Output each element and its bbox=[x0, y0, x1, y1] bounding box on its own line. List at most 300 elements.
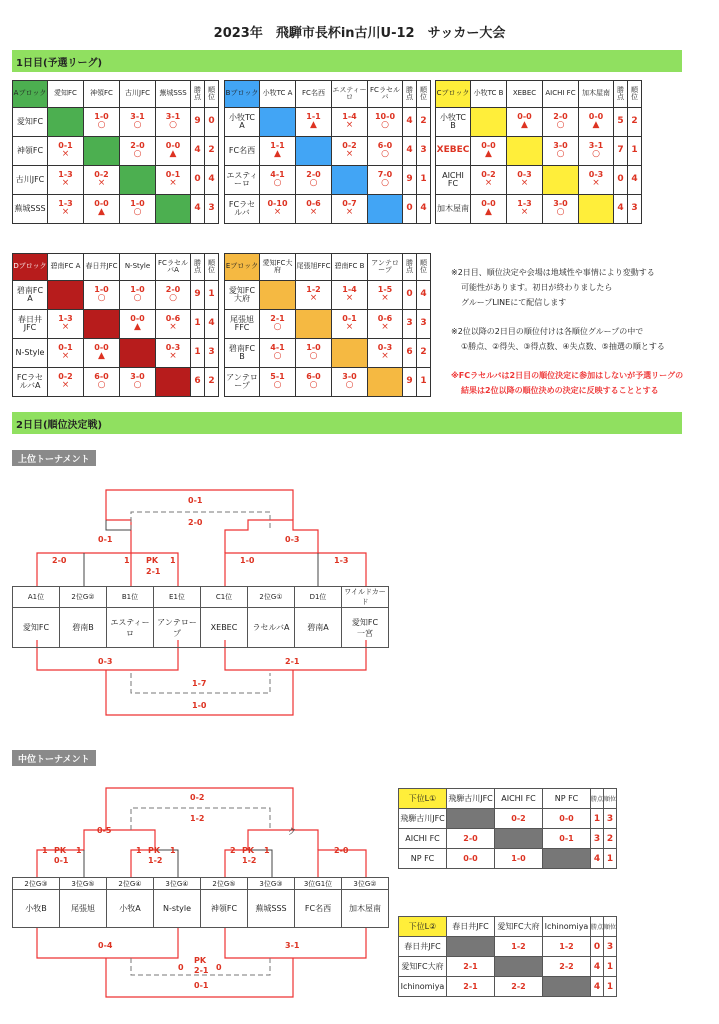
match-score: 2-0 bbox=[306, 170, 321, 180]
match-result: × bbox=[309, 293, 318, 304]
rank-header: 順位 bbox=[417, 81, 431, 108]
points-value: 4 bbox=[614, 195, 628, 224]
league-header: 下位L② bbox=[399, 917, 447, 937]
points-value: 6 bbox=[191, 368, 205, 397]
score: 1-0 bbox=[192, 701, 207, 710]
team-name bbox=[248, 608, 295, 648]
slot-label: A1位 bbox=[13, 587, 60, 608]
row-team: XEBEC bbox=[436, 137, 471, 166]
score: 0-1 bbox=[98, 535, 113, 544]
points-value: 3 bbox=[591, 829, 604, 849]
match-result: × bbox=[97, 178, 106, 189]
column-team: 蕪城SSS bbox=[156, 81, 191, 108]
match-result: ▲ bbox=[310, 120, 317, 131]
column-team: 尾張旭FFC bbox=[296, 254, 332, 281]
match-score: 10-0 bbox=[374, 112, 396, 122]
note-line: ※2日目、順位決定や会場は地域性や事情により変動する bbox=[451, 268, 655, 277]
match-result: × bbox=[169, 351, 177, 362]
match-result: × bbox=[61, 207, 70, 218]
match-result: × bbox=[381, 293, 389, 304]
match-score: 0-3 bbox=[517, 170, 532, 180]
column-team: 春日井JFC bbox=[447, 917, 495, 937]
match-result: × bbox=[520, 207, 529, 218]
slot-label: 2位G⑤ bbox=[201, 878, 248, 890]
match-score: 0-0 bbox=[130, 314, 145, 324]
row-team: 愛知FC大府 bbox=[225, 281, 260, 310]
team-name-line: アンテロープ bbox=[157, 617, 197, 638]
note-line: ※FCラセルバは2日目の順位決定に参加はしないが予選リーグの bbox=[451, 371, 684, 380]
match-score: 0-0 bbox=[481, 199, 496, 209]
match-result: ○ bbox=[381, 149, 389, 160]
match-score: 3-1 bbox=[130, 112, 145, 122]
score: PK bbox=[54, 846, 67, 855]
match-cell: 0-2 bbox=[495, 809, 543, 829]
match-score: 3-0 bbox=[553, 141, 568, 151]
group-header: Dブロック bbox=[13, 254, 48, 281]
note-line: 結果は2位以降の順位決めの決定に反映することとする bbox=[461, 386, 659, 395]
match-cell bbox=[447, 937, 495, 957]
match-result: × bbox=[345, 322, 354, 333]
column-team: 小牧TC B bbox=[471, 81, 507, 108]
score: PK bbox=[194, 956, 207, 965]
note-line: 可能性があります。初日が終わりましたら bbox=[461, 283, 613, 292]
points-header: 勝点 bbox=[191, 81, 205, 108]
match-result: ○ bbox=[273, 322, 282, 333]
column-team: 愛知FC大府 bbox=[495, 917, 543, 937]
points-value: 0 bbox=[614, 166, 628, 195]
points-header: 勝点 bbox=[591, 917, 604, 937]
match-result: × bbox=[61, 322, 70, 333]
league-header: 下位L① bbox=[399, 789, 447, 809]
score: 2-1 bbox=[146, 567, 161, 576]
points-value: 1 bbox=[191, 339, 205, 368]
match-result: × bbox=[61, 149, 70, 160]
points-value: 4 bbox=[591, 977, 604, 997]
points-value: 1 bbox=[191, 310, 205, 339]
row-team: 古川JFC bbox=[13, 166, 48, 195]
match-result: ○ bbox=[309, 351, 318, 362]
match-score: 4-1 bbox=[270, 343, 285, 353]
match-result: ○ bbox=[97, 120, 106, 131]
team-name-line: 蕪城SSS bbox=[255, 904, 287, 913]
rank-value: 1 bbox=[417, 368, 431, 397]
column-team: 古川JFC bbox=[120, 81, 156, 108]
team-name bbox=[13, 608, 60, 648]
rank-value: 4 bbox=[417, 281, 431, 310]
match-result: ▲ bbox=[169, 149, 177, 160]
match-score: 1-0 bbox=[94, 285, 109, 295]
points-header: 勝点 bbox=[191, 254, 205, 281]
team-name bbox=[201, 608, 248, 648]
points-value: 4 bbox=[403, 108, 417, 137]
match-score: 1-2 bbox=[306, 285, 321, 295]
match-result: ○ bbox=[556, 120, 565, 131]
match-score: 4-1 bbox=[270, 170, 285, 180]
match-score: 0-0 bbox=[94, 199, 109, 209]
score: 2-0 bbox=[334, 846, 349, 855]
match-score: 6-0 bbox=[306, 372, 321, 382]
row-team: Ichinomiya bbox=[399, 977, 447, 997]
rank-header: 順位 bbox=[604, 789, 617, 809]
team-name-line: 小牧A bbox=[119, 904, 141, 913]
rank-value: 2 bbox=[628, 108, 642, 137]
match-score: 1-3 bbox=[58, 199, 73, 209]
upper-tournament-label: 上位トーナメント bbox=[12, 450, 96, 466]
match-score: 3-0 bbox=[342, 372, 357, 382]
slot-label: 2位G② bbox=[60, 587, 107, 608]
match-score: 1-1 bbox=[306, 112, 321, 122]
day2-banner: 2日目(順位決定戦) bbox=[12, 412, 682, 434]
rank-value: 4 bbox=[205, 166, 219, 195]
score: ク bbox=[288, 827, 296, 836]
column-team: FCラセルバA bbox=[156, 254, 191, 281]
match-result: × bbox=[345, 293, 354, 304]
score: 1-7 bbox=[192, 679, 207, 688]
team-name-line: 神領FC bbox=[210, 904, 238, 913]
match-result: × bbox=[61, 178, 70, 189]
match-score: 1-3 bbox=[58, 170, 73, 180]
match-cell bbox=[543, 849, 591, 869]
score: 1-2 bbox=[148, 856, 163, 865]
match-cell bbox=[495, 957, 543, 977]
match-result: ○ bbox=[592, 149, 600, 160]
slot-label: ワイルドカード bbox=[342, 587, 389, 608]
match-score: 0-0 bbox=[165, 141, 181, 151]
team-name bbox=[13, 890, 60, 928]
match-score: 7-0 bbox=[377, 170, 393, 180]
column-team: AICHI FC bbox=[495, 789, 543, 809]
match-cell: 0-0 bbox=[543, 809, 591, 829]
match-score: 0-1 bbox=[58, 141, 73, 151]
match-score: 2-1 bbox=[270, 314, 285, 324]
lower-league-2-table bbox=[398, 916, 617, 997]
note-line: ①勝点、②得失、③得点数、④失点数、⑤抽選の順とする bbox=[461, 342, 665, 351]
score: 0-1 bbox=[194, 981, 209, 990]
middle-teams-table bbox=[12, 877, 389, 928]
score: 1 bbox=[264, 846, 270, 855]
score: 1-2 bbox=[190, 814, 205, 823]
rank-value: 3 bbox=[417, 310, 431, 339]
team-name bbox=[342, 608, 389, 648]
points-value: 9 bbox=[191, 108, 205, 137]
row-team: 碧南FC B bbox=[225, 339, 260, 368]
slot-label: 2位G④ bbox=[107, 878, 154, 890]
score: 0-1 bbox=[54, 856, 69, 865]
match-score: 1-3 bbox=[58, 314, 73, 324]
column-team: アンテロープ bbox=[368, 254, 403, 281]
match-result: × bbox=[169, 322, 177, 333]
match-score: 0-10 bbox=[267, 199, 288, 209]
row-team: FCラセルバ bbox=[225, 195, 260, 224]
middle-tournament-label: 中位トーナメント bbox=[12, 750, 96, 766]
points-value: 5 bbox=[614, 108, 628, 137]
row-team: AICHI FC bbox=[399, 829, 447, 849]
team-name bbox=[201, 890, 248, 928]
row-team: アンテロープ bbox=[225, 368, 260, 397]
match-cell: 2-2 bbox=[495, 977, 543, 997]
row-team: 愛知FC大府 bbox=[399, 957, 447, 977]
score: 1 bbox=[124, 556, 130, 565]
team-name-line: 碧南B bbox=[72, 623, 94, 632]
column-team: FC名西 bbox=[296, 81, 332, 108]
rank-value: 1 bbox=[205, 281, 219, 310]
points-value: 4 bbox=[591, 849, 604, 869]
points-value: 4 bbox=[591, 957, 604, 977]
column-team: XEBEC bbox=[507, 81, 543, 108]
match-score: 5-1 bbox=[270, 372, 285, 382]
points-value: 3 bbox=[403, 310, 417, 339]
group-header: Bブロック bbox=[225, 81, 260, 108]
column-team: 神領FC bbox=[84, 81, 120, 108]
match-score: 0-3 bbox=[588, 170, 604, 180]
upper-teams-table bbox=[12, 586, 389, 648]
column-team: AICHI FC bbox=[543, 81, 579, 108]
row-team: 飛騨古川JFC bbox=[399, 809, 447, 829]
rank-value: 2 bbox=[205, 137, 219, 166]
match-score: 1-0 bbox=[306, 343, 321, 353]
team-name-line: 愛知FC bbox=[22, 623, 50, 632]
match-result: ▲ bbox=[485, 207, 492, 218]
match-result: ▲ bbox=[485, 149, 492, 160]
match-result: × bbox=[309, 207, 318, 218]
column-team: 愛知FC bbox=[48, 81, 84, 108]
rank-header: 順位 bbox=[628, 81, 642, 108]
points-value: 6 bbox=[403, 339, 417, 368]
match-cell bbox=[495, 829, 543, 849]
team-name bbox=[295, 890, 342, 928]
team-name bbox=[248, 890, 295, 928]
score: 1-3 bbox=[334, 556, 349, 565]
match-score: 0-3 bbox=[377, 343, 393, 353]
rank-header: 順位 bbox=[604, 917, 617, 937]
score: 1 bbox=[136, 846, 142, 855]
lower-league-1-table bbox=[398, 788, 617, 869]
match-result: ○ bbox=[169, 120, 177, 131]
column-team: N-Style bbox=[120, 254, 156, 281]
match-score: 0-0 bbox=[588, 112, 604, 122]
match-score: 1-5 bbox=[377, 285, 393, 295]
score: PK bbox=[146, 556, 159, 565]
team-name bbox=[342, 890, 389, 928]
score: 2-1 bbox=[285, 657, 300, 666]
match-cell: 0-1 bbox=[543, 829, 591, 849]
match-cell: 2-1 bbox=[447, 957, 495, 977]
slot-label: 3位G1位 bbox=[295, 878, 342, 890]
row-team: 春日井JFC bbox=[399, 937, 447, 957]
points-value: 9 bbox=[191, 281, 205, 310]
column-team: 春日井JFC bbox=[84, 254, 120, 281]
match-result: ○ bbox=[381, 120, 389, 131]
match-result: ○ bbox=[133, 380, 142, 391]
row-team: FCラセルバA bbox=[13, 368, 48, 397]
match-result: × bbox=[61, 380, 70, 391]
match-result: ▲ bbox=[521, 120, 528, 131]
points-value: 0 bbox=[403, 195, 417, 224]
rank-value: 0 bbox=[205, 108, 219, 137]
match-result: ○ bbox=[273, 351, 282, 362]
team-name bbox=[295, 608, 342, 648]
rank-value: 4 bbox=[628, 166, 642, 195]
match-score: 1-0 bbox=[130, 199, 145, 209]
column-team: エスティーロ bbox=[332, 81, 368, 108]
row-team: 尾張旭FFC bbox=[225, 310, 260, 339]
page-title: 2023年 飛騨市長杯in古川U-12 サッカー大会 bbox=[213, 26, 506, 41]
column-team: 碧南FC B bbox=[332, 254, 368, 281]
score: 3-1 bbox=[285, 941, 300, 950]
match-score: 0-2 bbox=[94, 170, 109, 180]
match-score: 0-0 bbox=[517, 112, 532, 122]
match-result: × bbox=[345, 120, 354, 131]
row-team: 小牧TC A bbox=[225, 108, 260, 137]
rank-value: 3 bbox=[417, 137, 431, 166]
match-score: 1-0 bbox=[94, 112, 109, 122]
match-score: 0-1 bbox=[58, 343, 73, 353]
score: 0-4 bbox=[98, 941, 113, 950]
match-result: ▲ bbox=[592, 120, 600, 131]
match-score: 1-3 bbox=[517, 199, 532, 209]
match-result: × bbox=[381, 351, 389, 362]
points-header: 勝点 bbox=[591, 789, 604, 809]
row-team: N-Style bbox=[13, 339, 48, 368]
match-score: 0-6 bbox=[306, 199, 321, 209]
match-cell: 2-0 bbox=[447, 829, 495, 849]
match-result: ○ bbox=[381, 178, 389, 189]
match-cell: 1-0 bbox=[495, 849, 543, 869]
match-score: 0-3 bbox=[165, 343, 181, 353]
points-value: 1 bbox=[591, 809, 604, 829]
column-team: FCラセルバ bbox=[368, 81, 403, 108]
match-score: 0-0 bbox=[481, 141, 496, 151]
row-team: エスティーロ bbox=[225, 166, 260, 195]
match-score: 0-1 bbox=[342, 314, 357, 324]
rank-value: 3 bbox=[604, 809, 617, 829]
score: 0 bbox=[178, 963, 184, 972]
match-score: 3-1 bbox=[165, 112, 181, 122]
score: PK bbox=[242, 846, 255, 855]
score: 1 bbox=[76, 846, 82, 855]
team-name-line: エスティーロ bbox=[110, 617, 150, 638]
team-name-line: N-style bbox=[162, 904, 192, 913]
team-name-line: 尾張旭 bbox=[71, 904, 95, 913]
note-line: ※2位以降の2日目の順位付けは各順位グループの中で bbox=[451, 327, 644, 336]
rank-value: 1 bbox=[604, 957, 617, 977]
points-header: 勝点 bbox=[614, 81, 628, 108]
points-value: 0 bbox=[591, 937, 604, 957]
match-score: 0-6 bbox=[165, 314, 181, 324]
match-score: 0-0 bbox=[94, 343, 109, 353]
score: 2 bbox=[230, 846, 236, 855]
match-result: ○ bbox=[309, 380, 318, 391]
team-name-line: XEBEC bbox=[210, 623, 238, 632]
match-cell bbox=[543, 977, 591, 997]
note-line: グループLINEにて配信します bbox=[461, 298, 567, 307]
match-cell bbox=[447, 809, 495, 829]
slot-label: 3位G② bbox=[342, 878, 389, 890]
rank-header: 順位 bbox=[417, 254, 431, 281]
match-score: 1-0 bbox=[130, 285, 145, 295]
team-name bbox=[107, 890, 154, 928]
match-result: ○ bbox=[169, 293, 177, 304]
team-name-line: 加木屋南 bbox=[349, 904, 381, 913]
match-result: ○ bbox=[556, 149, 565, 160]
day1-banner: 1日目(予選リーグ) bbox=[12, 50, 682, 72]
rank-value: 3 bbox=[628, 195, 642, 224]
match-result: × bbox=[345, 207, 354, 218]
match-cell: 0-0 bbox=[447, 849, 495, 869]
row-team: 神領FC bbox=[13, 137, 48, 166]
points-value: 4 bbox=[403, 137, 417, 166]
team-name-line: 愛知FC bbox=[351, 617, 379, 627]
match-result: ○ bbox=[273, 178, 282, 189]
rank-header: 順位 bbox=[205, 81, 219, 108]
score: 0-3 bbox=[98, 657, 113, 666]
score: 0-5 bbox=[97, 826, 112, 835]
match-result: ○ bbox=[133, 293, 142, 304]
match-score: 3-0 bbox=[130, 372, 145, 382]
match-result: × bbox=[520, 178, 529, 189]
points-value: 9 bbox=[403, 368, 417, 397]
team-name-line: FC名西 bbox=[304, 904, 332, 913]
match-score: 3-0 bbox=[553, 199, 568, 209]
score: PK bbox=[148, 846, 161, 855]
rank-value: 2 bbox=[417, 339, 431, 368]
match-score: 0-6 bbox=[377, 314, 393, 324]
match-score: 2-0 bbox=[130, 141, 145, 151]
match-result: ○ bbox=[133, 149, 142, 160]
match-result: ▲ bbox=[274, 149, 281, 160]
match-cell: 2-1 bbox=[447, 977, 495, 997]
match-score: 0-1 bbox=[165, 170, 181, 180]
row-team: AICHI FC bbox=[436, 166, 471, 195]
score: 0-3 bbox=[285, 535, 300, 544]
match-cell: 1-2 bbox=[495, 937, 543, 957]
match-score: 2-0 bbox=[165, 285, 181, 295]
team-name bbox=[154, 890, 201, 928]
rank-value: 1 bbox=[417, 166, 431, 195]
score: 1 bbox=[42, 846, 48, 855]
slot-label: 2位G③ bbox=[13, 878, 60, 890]
rank-value: 3 bbox=[205, 339, 219, 368]
match-score: 6-0 bbox=[94, 372, 109, 382]
match-score: 0-2 bbox=[342, 141, 357, 151]
slot-label: C1位 bbox=[201, 587, 248, 608]
row-team: 加木屋南 bbox=[436, 195, 471, 224]
slot-label: D1位 bbox=[295, 587, 342, 608]
rank-value: 2 bbox=[205, 368, 219, 397]
match-result: × bbox=[169, 178, 177, 189]
match-result: ○ bbox=[97, 293, 106, 304]
match-result: × bbox=[484, 178, 493, 189]
match-score: 1-4 bbox=[342, 112, 357, 122]
row-team: 愛知FC bbox=[13, 108, 48, 137]
rank-value: 1 bbox=[604, 849, 617, 869]
match-result: ○ bbox=[273, 380, 282, 391]
rank-value: 2 bbox=[417, 108, 431, 137]
match-result: ▲ bbox=[98, 207, 105, 218]
match-score: 6-0 bbox=[377, 141, 393, 151]
match-result: × bbox=[61, 351, 70, 362]
row-team: NP FC bbox=[399, 849, 447, 869]
points-value: 7 bbox=[614, 137, 628, 166]
match-result: × bbox=[592, 178, 600, 189]
column-team: 碧南FC A bbox=[48, 254, 84, 281]
match-score: 0-7 bbox=[342, 199, 357, 209]
score: 0 bbox=[216, 963, 222, 972]
row-team: 春日井JFC bbox=[13, 310, 48, 339]
match-result: ○ bbox=[133, 120, 142, 131]
slot-label: 3位G⑤ bbox=[60, 878, 107, 890]
group-header: Aブロック bbox=[13, 81, 48, 108]
